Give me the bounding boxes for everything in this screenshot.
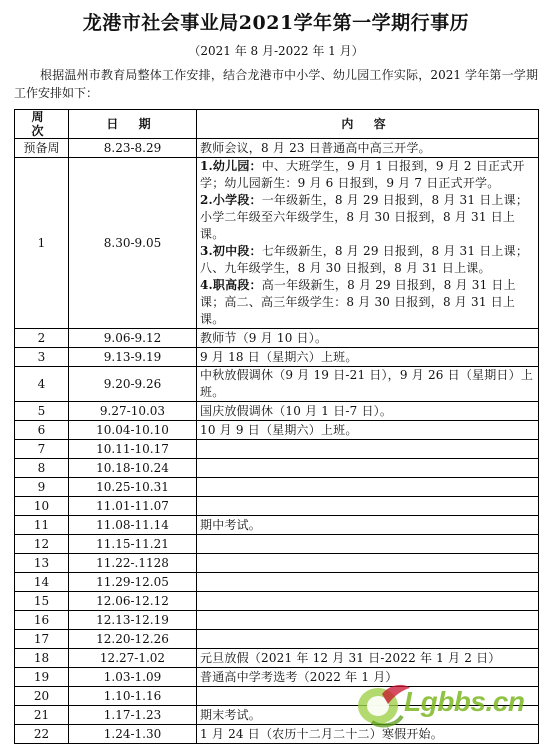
date-cell: 9.27-10.03 bbox=[69, 402, 197, 421]
content-cell bbox=[197, 611, 539, 630]
header-content: 内 容 bbox=[197, 110, 539, 139]
content-cell bbox=[197, 497, 539, 516]
table-row bbox=[15, 592, 539, 611]
date-cell: 1.10-1.16 bbox=[69, 687, 197, 706]
week-cell: 15 bbox=[15, 592, 69, 611]
date-cell: 10.04-10.10 bbox=[69, 421, 197, 440]
leaf-logo-icon bbox=[352, 672, 412, 732]
table-row bbox=[15, 440, 539, 459]
date-cell: 9.13-9.19 bbox=[69, 348, 197, 367]
content-cell bbox=[197, 592, 539, 611]
table-row bbox=[15, 348, 539, 367]
week-cell: 9 bbox=[15, 478, 69, 497]
content-cell bbox=[197, 440, 539, 459]
segment-text: 高一年级新生，8 月 29 日报到，8 月 31 日上课；高二、高三年级学生：8 月 30 日报到，8 月 31 日上课。 bbox=[200, 278, 516, 326]
segment-text: 一年级新生，8 月 29 日报到，8 月 31 日上课；小学二年级至六年级学生，8 月 30 日报到，8 月 31 日上课。 bbox=[200, 193, 529, 241]
calendar-table bbox=[14, 109, 539, 744]
week-cell: 7 bbox=[15, 440, 69, 459]
content-cell: 教师节（9 月 10 日）。 bbox=[197, 329, 539, 348]
date-cell: 11.01-11.07 bbox=[69, 497, 197, 516]
table-row bbox=[15, 649, 539, 668]
table-row bbox=[15, 329, 539, 348]
date-cell: 11.29-12.05 bbox=[69, 573, 197, 592]
document-subtitle: （2021 年 8 月-2022 年 1 月） bbox=[188, 44, 364, 58]
content-cell bbox=[197, 630, 539, 649]
date-cell: 9.06-9.12 bbox=[69, 329, 197, 348]
document-title: 龙港市社会事业局2021学年第一学期行事历 bbox=[82, 12, 470, 34]
date-cell: 11.08-11.14 bbox=[69, 516, 197, 535]
watermark-text: Lgbbs.cn bbox=[404, 686, 525, 717]
table-row bbox=[15, 535, 539, 554]
table-row bbox=[15, 421, 539, 440]
segment-text: 七年级新生，8 月 29 日报到，8 月 31 日上课；八、九年级学生，8 月 30 日报到，8 月 31 日上课。 bbox=[200, 244, 529, 275]
week-cell: 1 bbox=[15, 158, 69, 329]
date-cell: 10.25-10.31 bbox=[69, 478, 197, 497]
segment-label: 3.初中段： bbox=[200, 244, 262, 258]
week-cell: 8 bbox=[15, 459, 69, 478]
header-date: 日 期 bbox=[69, 110, 197, 139]
content-cell: 期中考试。 bbox=[197, 516, 539, 535]
week-cell: 10 bbox=[15, 497, 69, 516]
week-cell: 18 bbox=[15, 649, 69, 668]
school-segment bbox=[200, 277, 535, 328]
table-row bbox=[15, 554, 539, 573]
week-cell: 19 bbox=[15, 668, 69, 687]
school-segment bbox=[200, 158, 535, 192]
date-cell: 10.18-10.24 bbox=[69, 459, 197, 478]
content-cell bbox=[197, 158, 539, 329]
date-cell: 12.06-12.12 bbox=[69, 592, 197, 611]
table-row bbox=[15, 516, 539, 535]
date-cell: 9.20-9.26 bbox=[69, 367, 197, 402]
week-cell: 16 bbox=[15, 611, 69, 630]
content-cell: 普通高中学考选考（2022 年 1 月） bbox=[197, 668, 539, 687]
table-row bbox=[15, 573, 539, 592]
table-row bbox=[15, 402, 539, 421]
week-cell: 13 bbox=[15, 554, 69, 573]
date-cell: 8.23-8.29 bbox=[69, 139, 197, 158]
date-cell: 8.30-9.05 bbox=[69, 158, 197, 329]
segment-label: 1.幼儿园： bbox=[200, 159, 262, 173]
date-cell: 12.20-12.26 bbox=[69, 630, 197, 649]
document-intro: 根据温州市教育局整体工作安排，结合龙港市中小学、幼儿园工作实际，2021 学年第一学期工作安排如下： bbox=[14, 68, 538, 100]
segment-label: 4.职高段： bbox=[200, 278, 262, 292]
table-row-week-1 bbox=[15, 158, 539, 329]
date-cell: 10.11-10.17 bbox=[69, 440, 197, 459]
content-cell: 期末考试。 bbox=[197, 706, 539, 725]
date-cell: 11.15-11.21 bbox=[69, 535, 197, 554]
segment-label: 2.小学段： bbox=[200, 193, 262, 207]
table-row bbox=[15, 459, 539, 478]
week-cell: 3 bbox=[15, 348, 69, 367]
week-cell: 20 bbox=[15, 687, 69, 706]
content-cell bbox=[197, 459, 539, 478]
calendar-body bbox=[15, 139, 539, 744]
table-row bbox=[15, 611, 539, 630]
table-header-row bbox=[15, 110, 539, 139]
table-row bbox=[15, 478, 539, 497]
content-cell bbox=[197, 573, 539, 592]
date-cell: 11.22-.1128 bbox=[69, 554, 197, 573]
content-cell: 9 月 18 日（星期六）上班。 bbox=[197, 348, 539, 367]
week-cell: 预备周 bbox=[15, 139, 69, 158]
content-cell: 教师会议，8 月 23 日普通高中高三开学。 bbox=[197, 139, 539, 158]
content-cell bbox=[197, 478, 539, 497]
content-cell: 1 月 24 日（农历十二月二十二）寒假开始。 bbox=[197, 725, 539, 744]
week-cell: 14 bbox=[15, 573, 69, 592]
school-segment bbox=[200, 243, 535, 277]
table-row bbox=[15, 367, 539, 402]
week-cell: 17 bbox=[15, 630, 69, 649]
school-segment bbox=[200, 192, 535, 243]
date-cell: 12.27-1.02 bbox=[69, 649, 197, 668]
content-cell: 中秋放假调休（9 月 19 日-21 日），9 月 26 日（星期日）上班。 bbox=[197, 367, 539, 402]
week-cell: 4 bbox=[15, 367, 69, 402]
week-cell: 22 bbox=[15, 725, 69, 744]
content-cell: 国庆放假调休（10 月 1 日-7 日）。 bbox=[197, 402, 539, 421]
week-cell: 2 bbox=[15, 329, 69, 348]
date-cell: 1.17-1.23 bbox=[69, 706, 197, 725]
table-row bbox=[15, 139, 539, 158]
date-cell: 1.03-1.09 bbox=[69, 668, 197, 687]
date-cell: 1.24-1.30 bbox=[69, 725, 197, 744]
segment-text: 中、大班学生，9 月 1 日报到，9 月 2 日正式开学；幼儿园新生：9 月 6 日报到，9 月 7 日正式开学。 bbox=[200, 159, 525, 190]
table-row bbox=[15, 497, 539, 516]
header-week: 周 次 bbox=[15, 110, 69, 139]
date-cell: 12.13-12.19 bbox=[69, 611, 197, 630]
week-cell: 21 bbox=[15, 706, 69, 725]
content-cell: 元旦放假（2021 年 12 月 31 日-2022 年 1 月 2 日） bbox=[197, 649, 539, 668]
week-cell: 12 bbox=[15, 535, 69, 554]
content-cell: 10 月 9 日（星期六）上班。 bbox=[197, 421, 539, 440]
table-row bbox=[15, 630, 539, 649]
week-cell: 5 bbox=[15, 402, 69, 421]
content-cell bbox=[197, 535, 539, 554]
week-cell: 11 bbox=[15, 516, 69, 535]
content-cell bbox=[197, 554, 539, 573]
week-cell: 6 bbox=[15, 421, 69, 440]
site-watermark bbox=[352, 672, 548, 732]
